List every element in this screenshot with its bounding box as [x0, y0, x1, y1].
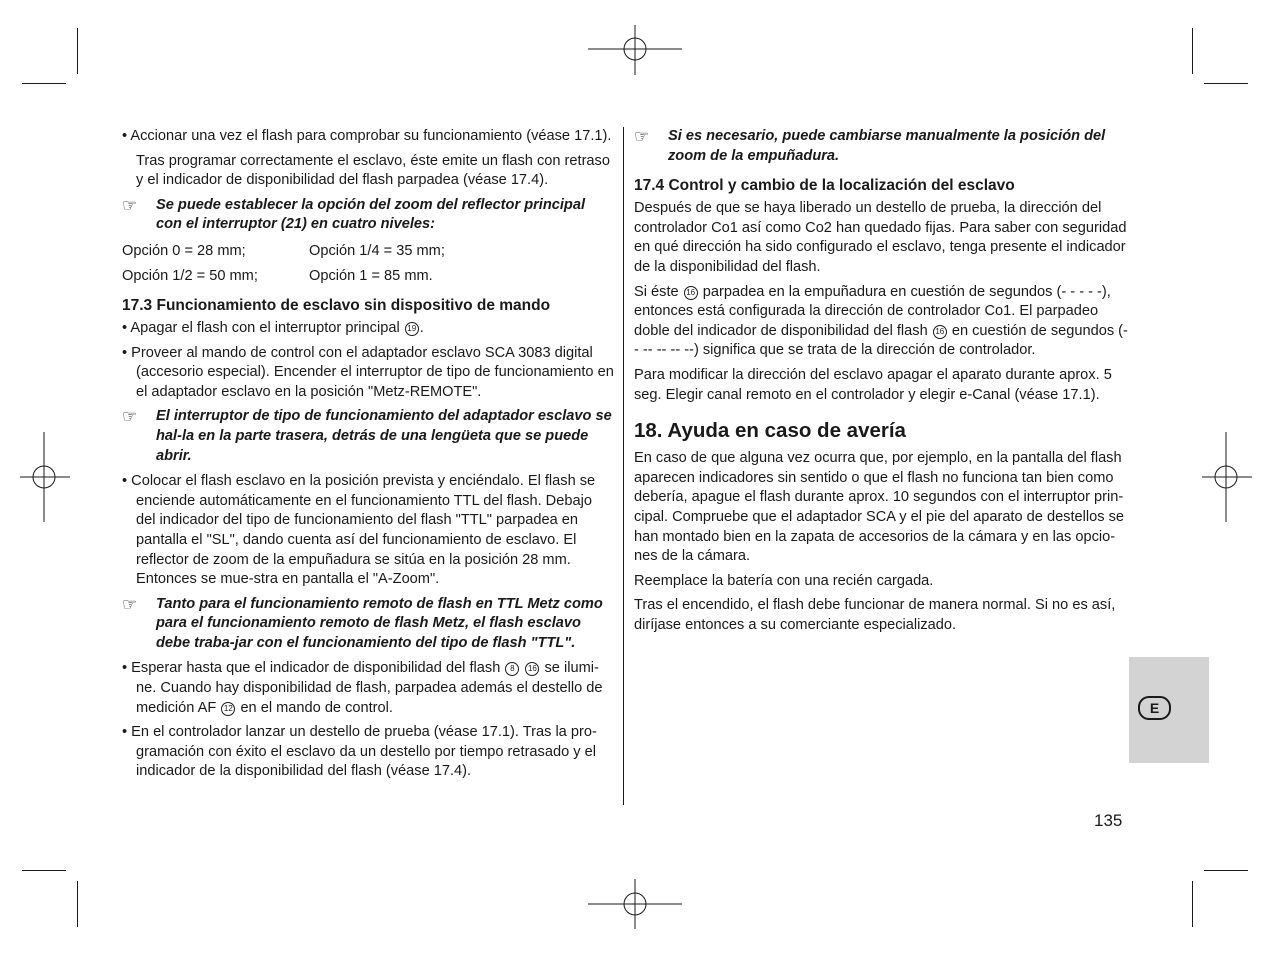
column-divider	[623, 127, 624, 805]
registration-mark-bottom	[588, 879, 682, 929]
note	[634, 127, 1130, 166]
crop-mark	[22, 870, 66, 871]
note-text: Tanto para el funcionamiento remoto de flash en TTL Metz como para el funcionamiento remoto de flash Metz, el flash esclavo debe traba-jar con el funcionamiento del tipo de flash "TTL".	[156, 595, 603, 651]
chapter-heading: 18. Ayuda en caso de avería	[634, 419, 906, 443]
section-heading: 17.4 Control y cambio de la localización del esclavo	[634, 177, 1015, 195]
paragraph: En caso de que alguna vez ocurra que, por ejemplo, en la pantalla del flash aparecen indicadores sin sentido o que el flash no funciona tan bien como debería, apague el flash durante aprox. 10 segundos con el interruptor prin-cipal. Compruebe que el adaptador SCA y el pie del aparato de destellos se han montado bien en la zapata de accesorios de la cámara y en las opcio-nes de la cámara.	[634, 450, 1125, 565]
right-column	[634, 127, 1130, 640]
reference-number: 12	[221, 702, 235, 716]
option-row	[122, 266, 614, 286]
pointing-hand-icon: ☞	[122, 195, 138, 215]
page-number: 135	[1094, 811, 1123, 830]
reference-number: 16	[525, 662, 539, 676]
paragraph-text: parpadea en la empuñadura en cuestión de segundos (- - - - -), entonces está configurada la dirección de controlador Co1. El parpadeo doble del indicador de disponibilidad del flash	[634, 283, 1111, 339]
paragraph: Para modificar la dirección del esclavo apagar el aparato durante aprox. 5 seg. Elegir canal remoto en el controlador y elegir e-Canal (véase 17.1).	[634, 366, 1112, 403]
list-item-text: • Esperar hasta que el indicador de disponibilidad del flash	[122, 660, 501, 677]
note	[122, 196, 614, 235]
list-item: • En el controlador lanzar un destello de prueba (véase 17.1). Tras la pro-gramación con éxito el esclavo da un destello por tiempo retrasado y el indicador de la disponibilidad del flash (véase 17.4).	[122, 724, 597, 780]
language-tab	[1129, 657, 1209, 763]
paragraph: Reemplace la batería con una recién cargada.	[634, 572, 934, 589]
crop-mark	[1192, 881, 1193, 927]
note	[122, 407, 614, 466]
paragraph: Tras programar correctamente el esclavo, éste emite un flash con retraso y el indicador de disponibilidad del flash parpadea (véase 17.4).	[136, 152, 610, 189]
note	[122, 595, 614, 654]
crop-mark	[77, 28, 78, 74]
note-text: Si es necesario, puede cambiarse manualmente la posición del zoom de la empuñadura.	[668, 128, 1106, 164]
reference-number: 16	[684, 286, 698, 300]
paragraph	[634, 283, 1130, 361]
list-item-text: en el mando de control.	[240, 699, 393, 716]
crop-mark	[1192, 28, 1193, 74]
crop-mark	[1204, 870, 1248, 871]
paragraph: Después de que se haya liberado un destello de prueba, la dirección del controlador Co1 así como Co2 han quedado fijas. Para saber con seguridad en qué dirección ha sido configurado el esclavo, tenga presente el indicador de la disponibilidad del flash.	[634, 200, 1127, 275]
reference-number: 16	[933, 325, 947, 339]
paragraph-text: Si éste	[634, 283, 679, 300]
list-item: • Accionar una vez el flash para comprobar su funcionamiento (véase 17.1).	[122, 128, 612, 144]
list-item: • Apagar el flash con el interruptor principal 19 .	[122, 319, 424, 336]
option-value: Opción 1 = 85 mm.	[309, 267, 433, 284]
note-text: El interruptor de tipo de funcionamiento del adaptador esclavo se hal-la en la parte trasera, detrás de una lengüeta que se puede abrir.	[156, 408, 612, 464]
pointing-hand-icon: ☞	[122, 407, 138, 427]
pointing-hand-icon: ☞	[122, 594, 138, 614]
pointing-hand-icon: ☞	[634, 127, 650, 146]
list-item-text: • Apagar el flash con el interruptor principal	[122, 319, 400, 336]
reference-number: 8	[505, 662, 519, 676]
option-value: Opción 0 = 28 mm;	[122, 242, 246, 259]
registration-mark-top	[588, 25, 682, 75]
paragraph-text: en cuestión de segundos (-- -- -- -- --) significa que se trata de la dirección de controlador.	[634, 322, 1128, 359]
left-column	[122, 127, 614, 787]
list-item: • Colocar el flash esclavo en la posición prevista y enciéndalo. El flash se enciende automáticamente en el funcionamiento TTL del flash. Debajo del indicador del tipo de funcionamiento del flash "TTL" parpadea en pantalla el "SL", dando cuenta así del funcionamiento de esclavo. El reflector de zoom de la empuñadura se sitúa en la posición 28 mm. Entonces se mue-stra en pantalla el "A-Zoom".	[122, 473, 596, 588]
language-badge: E	[1138, 696, 1171, 720]
paragraph: Tras el encendido, el flash debe funcionar de manera normal. Si no es así, diríjase entonces a su comerciante especializado.	[634, 597, 1116, 633]
crop-mark	[22, 83, 66, 84]
reference-number: 19	[405, 322, 419, 336]
list-item	[122, 659, 614, 718]
section-heading: 17.3 Funcionamiento de esclavo sin dispositivo de mando	[122, 296, 551, 314]
crop-mark	[77, 881, 78, 927]
list-item: • Proveer al mando de control con el adaptador esclavo SCA 3083 digital (accesorio especial). Encender el interruptor de tipo de funcionamiento en el adaptador esclavo en la posición "Metz-REMOTE".	[122, 344, 614, 400]
crop-mark	[1204, 83, 1248, 84]
list-item-text: se ilumi-ne. Cuando hay disponibilidad de flash, parpadea además el destello de medición AF	[136, 660, 603, 716]
registration-mark-left	[20, 432, 70, 522]
note-text: Se puede establecer la opción del zoom del reflector principal con el interruptor (21) en cuatro niveles:	[156, 196, 586, 233]
option-row	[122, 241, 614, 261]
option-value: Opción 1/4 = 35 mm;	[309, 242, 445, 259]
registration-mark-right	[1202, 432, 1252, 522]
option-value: Opción 1/2 = 50 mm;	[122, 267, 258, 284]
